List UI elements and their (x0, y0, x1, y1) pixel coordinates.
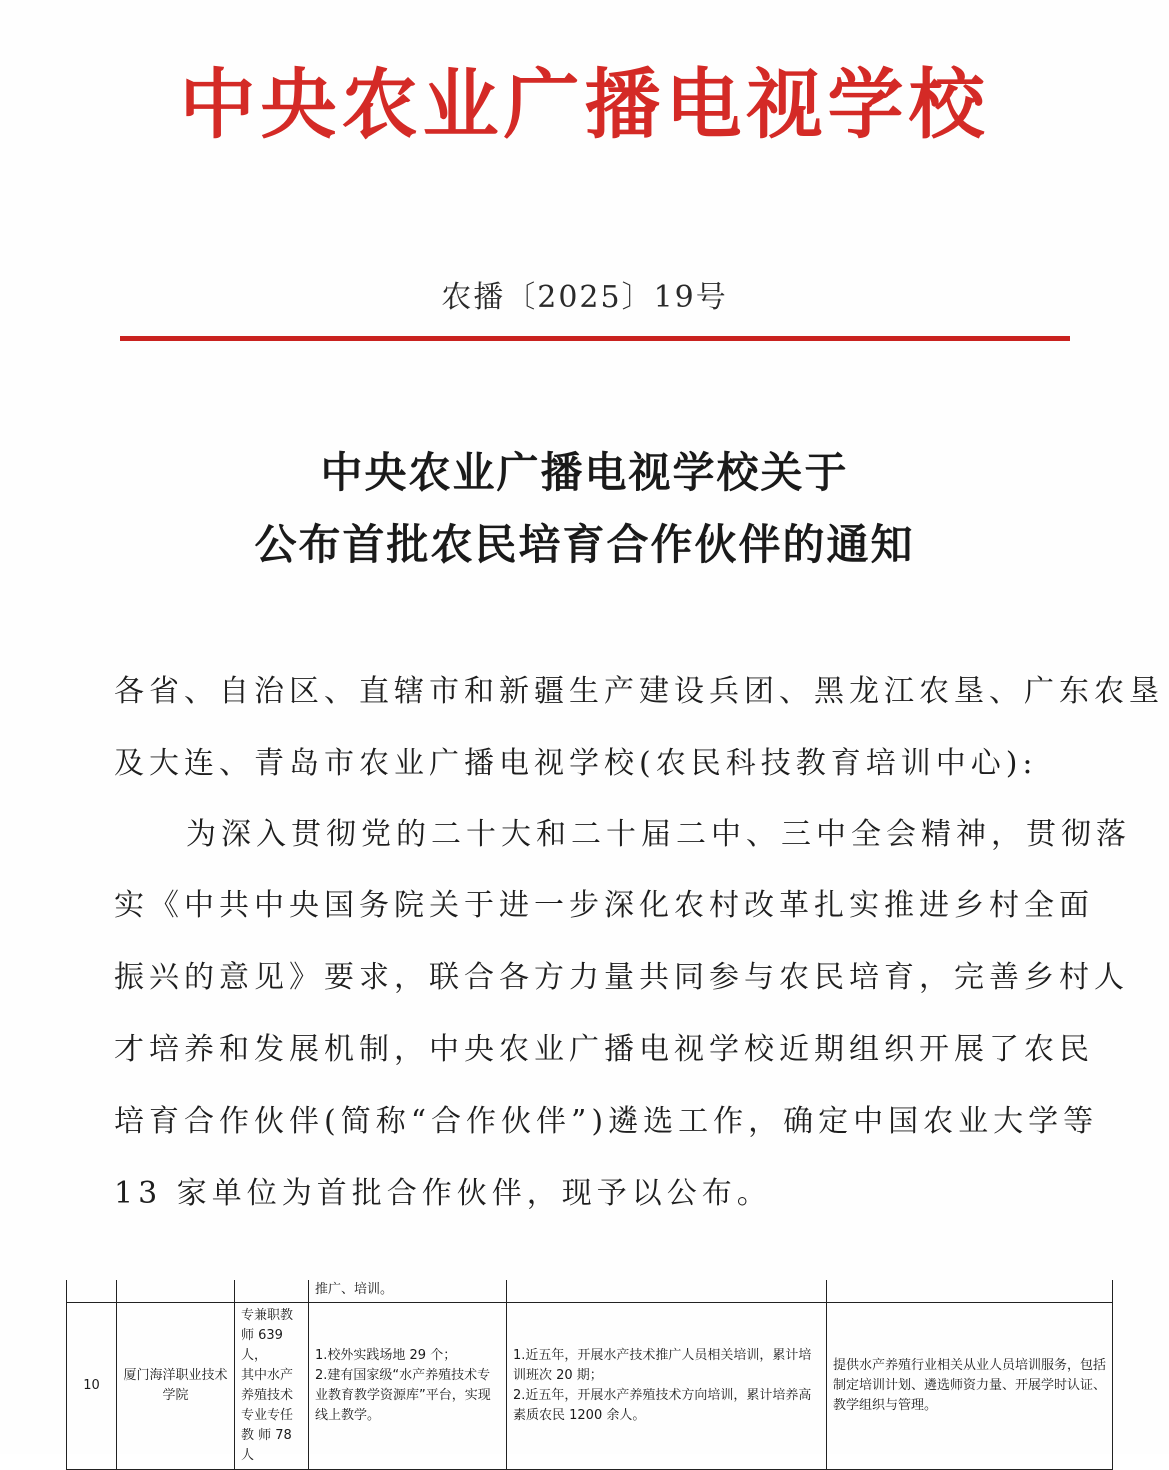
institution-name-cell: 厦门海洋职业技术学院 (117, 1303, 235, 1470)
table-cell (235, 1280, 309, 1303)
resources-cell: 1.校外实践场地 29 个； 2.建有国家级“水产养殖技术专业教育教学资源库”平台，实现线上教学。 (309, 1303, 507, 1470)
addressee-line-1: 各省、自治区、直辖市和新疆生产建设兵团、黑龙江农垦、广东农垦 (114, 674, 1164, 709)
body-paragraph-line: 才培养和发展机制，中央农业广播电视学校近期组织开展了农民 (114, 1032, 1094, 1067)
row-number-cell: 10 (67, 1303, 117, 1470)
letterhead-org-name: 中央农业广播电视学校 (179, 60, 990, 149)
body-paragraph-line: 为深入贯彻党的二十大和二十届二中、三中全会精神，贯彻落 (186, 817, 1131, 852)
body-paragraph-line: 13 家单位为首批合作伙伴，现予以公布。 (114, 1176, 772, 1211)
partner-table-excerpt (66, 1280, 1113, 1470)
table-cell (67, 1280, 117, 1303)
body-paragraph-line: 实《中共中央国务院关于进一步深化农村改革扎实推进乡村全面 (114, 888, 1094, 923)
addressee-line-2: 及大连、青岛市农业广播电视学校(农民科技教育培训中心): (114, 746, 1038, 781)
body-paragraph-line: 振兴的意见》要求，联合各方力量共同参与农民培育，完善乡村人 (114, 960, 1129, 995)
experience-cell: 1.近五年，开展水产技术推广人员相关培训，累计培训班次 20 期； 2.近五年，开展水产养殖技术方向培训，累计培养高素质农民 1200 余人。 (507, 1303, 827, 1470)
document-number: 农播〔2025〕19号 (441, 280, 728, 315)
table-row (67, 1303, 1113, 1470)
table-cell (507, 1280, 827, 1303)
notice-title-line-2: 公布首批农民培育合作伙伴的通知 (254, 520, 915, 569)
notice-title-line-1: 中央农业广播电视学校关于 (320, 448, 849, 497)
table-cell: 推广、培训。 (309, 1280, 507, 1303)
teachers-cell: 专兼职教 师 639 人， 其中水产 养殖技术 专业专任 教 师 78 人 (235, 1303, 309, 1470)
red-divider-rule (120, 336, 1070, 341)
body-paragraph-line: 培育合作伙伴(简称“合作伙伴”)遴选工作，确定中国农业大学等 (114, 1104, 1099, 1139)
services-cell: 提供水产养殖行业相关从业人员培训服务，包括制定培训计划、遴选师资力量、开展学时认证、教学组织与管理。 (827, 1303, 1113, 1470)
table-row (67, 1280, 1113, 1303)
table-cell (827, 1280, 1113, 1303)
table-cell (117, 1280, 235, 1303)
